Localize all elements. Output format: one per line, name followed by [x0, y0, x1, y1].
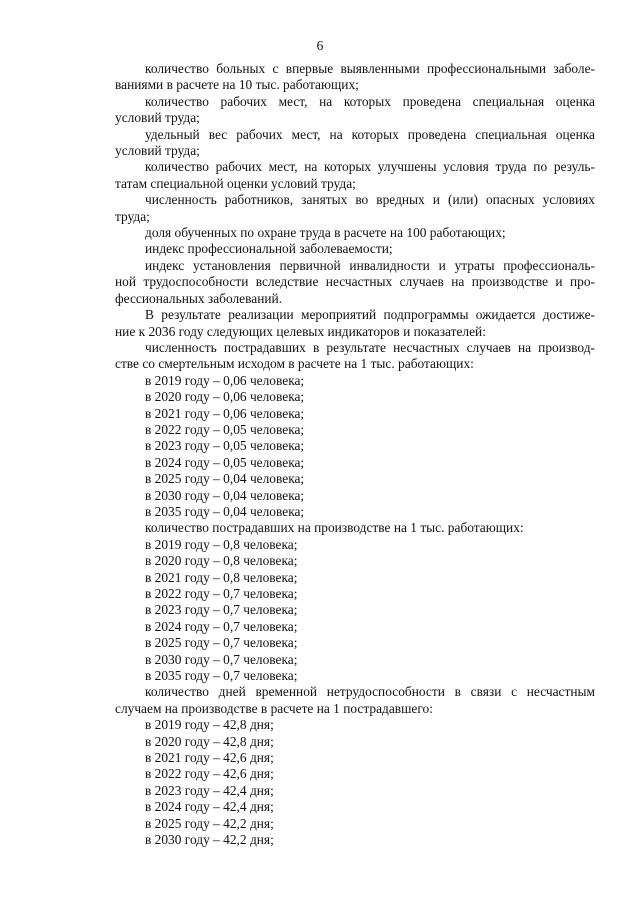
text-line: ной трудоспособности вследствие несчастных случаев на производстве и про- — [115, 274, 595, 290]
year-value-item: в 2022 году – 0,7 человека; — [145, 586, 298, 601]
indicator-paragraph — [115, 192, 595, 225]
indicator-paragraph — [115, 340, 595, 373]
injured-heading: количество пострадавших на производстве на 1 тыс. работающих: — [145, 520, 524, 536]
year-value-item: в 2025 году – 0,04 человека; — [145, 471, 305, 487]
year-value-item: в 2025 году – 0,7 человека; — [145, 635, 298, 651]
year-value-item: в 2024 году – 0,7 человека; — [145, 618, 298, 634]
text-line: количество больных с впервые выявленными профессиональными заболе- — [145, 61, 595, 76]
page-number: 6 — [316, 38, 324, 53]
year-value-item: в 2021 году – 0,06 человека; — [145, 405, 305, 421]
text-line: случаем на производстве в расчете на 1 пострадавшего: — [115, 700, 433, 716]
text-line: численность пострадавших в результате несчастных случаев на производ- — [145, 339, 595, 355]
indicator-paragraph — [115, 127, 595, 160]
year-value-item: в 2021 году – 0,8 человека; — [145, 569, 298, 585]
indicator-paragraph — [115, 241, 595, 257]
text-line: численность работников, занятых во вредных и (или) опасных условиях — [145, 192, 595, 208]
year-value-item: в 2023 году – 42,4 дня; — [145, 782, 274, 798]
text-line: ваниями в расчете на 10 тыс. работающих; — [115, 77, 359, 93]
year-value-item: в 2035 году – 0,7 человека; — [145, 668, 298, 684]
injured-by-year — [115, 537, 595, 685]
year-value-item: в 2023 году – 0,7 человека; — [145, 602, 298, 618]
text-line: количество рабочих мест, на которых улучшены условия труда по резуль- — [145, 159, 595, 175]
indicators-list — [115, 61, 595, 373]
text-line: фессиональных заболеваний. — [115, 290, 283, 306]
text-line: удельный вес рабочих мест, на которых проведена специальная оценка — [145, 126, 595, 142]
year-value-item: в 2024 году – 0,05 человека; — [145, 454, 305, 470]
year-value-item: в 2022 году – 0,05 человека; — [145, 421, 305, 437]
text-line: условий труда; — [115, 143, 200, 159]
indicator-paragraph — [115, 61, 595, 94]
text-line: труда; — [115, 208, 150, 224]
text-line: доля обученных по охране труда в расчете на 100 работающих; — [145, 225, 506, 241]
text-line: индекс профессиональной заболеваемости; — [145, 241, 393, 257]
indicator-paragraph — [115, 258, 595, 307]
year-value-item: в 2020 году – 0,06 человека; — [145, 389, 305, 405]
text-line: количество дней временной нетрудоспособности в связи с несчастным — [145, 684, 595, 700]
year-value-item: в 2024 году – 42,4 дня; — [145, 799, 274, 815]
text-line: индекс установления первичной инвалидности и утраты профессиональ- — [145, 257, 595, 273]
indicator-paragraph — [115, 307, 595, 340]
disability-paragraph — [115, 684, 595, 717]
indicator-paragraph — [115, 159, 595, 192]
disability-days-by-year — [115, 717, 595, 848]
document-body — [115, 61, 595, 849]
year-value-item: в 2022 году – 42,6 дня; — [145, 766, 274, 782]
year-value-item: в 2023 году – 0,05 человека; — [145, 438, 305, 454]
year-value-item: в 2030 году – 42,2 дня; — [145, 832, 274, 848]
indicator-paragraph — [115, 225, 595, 241]
year-value-item: в 2030 году – 0,7 человека; — [145, 651, 298, 667]
text-line: условий труда; — [115, 110, 200, 126]
text-line: стве со смертельным исходом в расчете на 1 тыс. работающих: — [115, 356, 474, 372]
year-value-item: в 2020 году – 0,8 человека; — [145, 553, 298, 569]
text-line: количество рабочих мест, на которых проведена специальная оценка — [145, 93, 595, 109]
disability-heading — [115, 684, 595, 717]
year-value-item: в 2021 году – 42,6 дня; — [145, 750, 274, 766]
year-value-item: в 2030 году – 0,04 человека; — [145, 487, 305, 503]
year-value-item: в 2025 году – 42,2 дня; — [145, 815, 274, 831]
year-value-item: в 2019 году – 0,06 человека; — [145, 372, 305, 388]
indicator-paragraph — [115, 94, 595, 127]
year-value-item: в 2019 году – 0,8 человека; — [145, 536, 298, 552]
year-value-item: в 2035 году – 0,04 человека; — [145, 503, 305, 519]
fatal-injuries-by-year — [115, 373, 595, 521]
text-line: В результате реализации мероприятий подпрограммы ожидается достиже- — [145, 307, 595, 323]
text-line: ние к 2036 году следующих целевых индикаторов и показателей: — [115, 323, 486, 339]
year-value-item: в 2019 году – 42,8 дня; — [145, 717, 274, 733]
text-line: татам специальной оценки условий труда; — [115, 175, 356, 191]
year-value-item: в 2020 году – 42,8 дня; — [145, 733, 274, 749]
